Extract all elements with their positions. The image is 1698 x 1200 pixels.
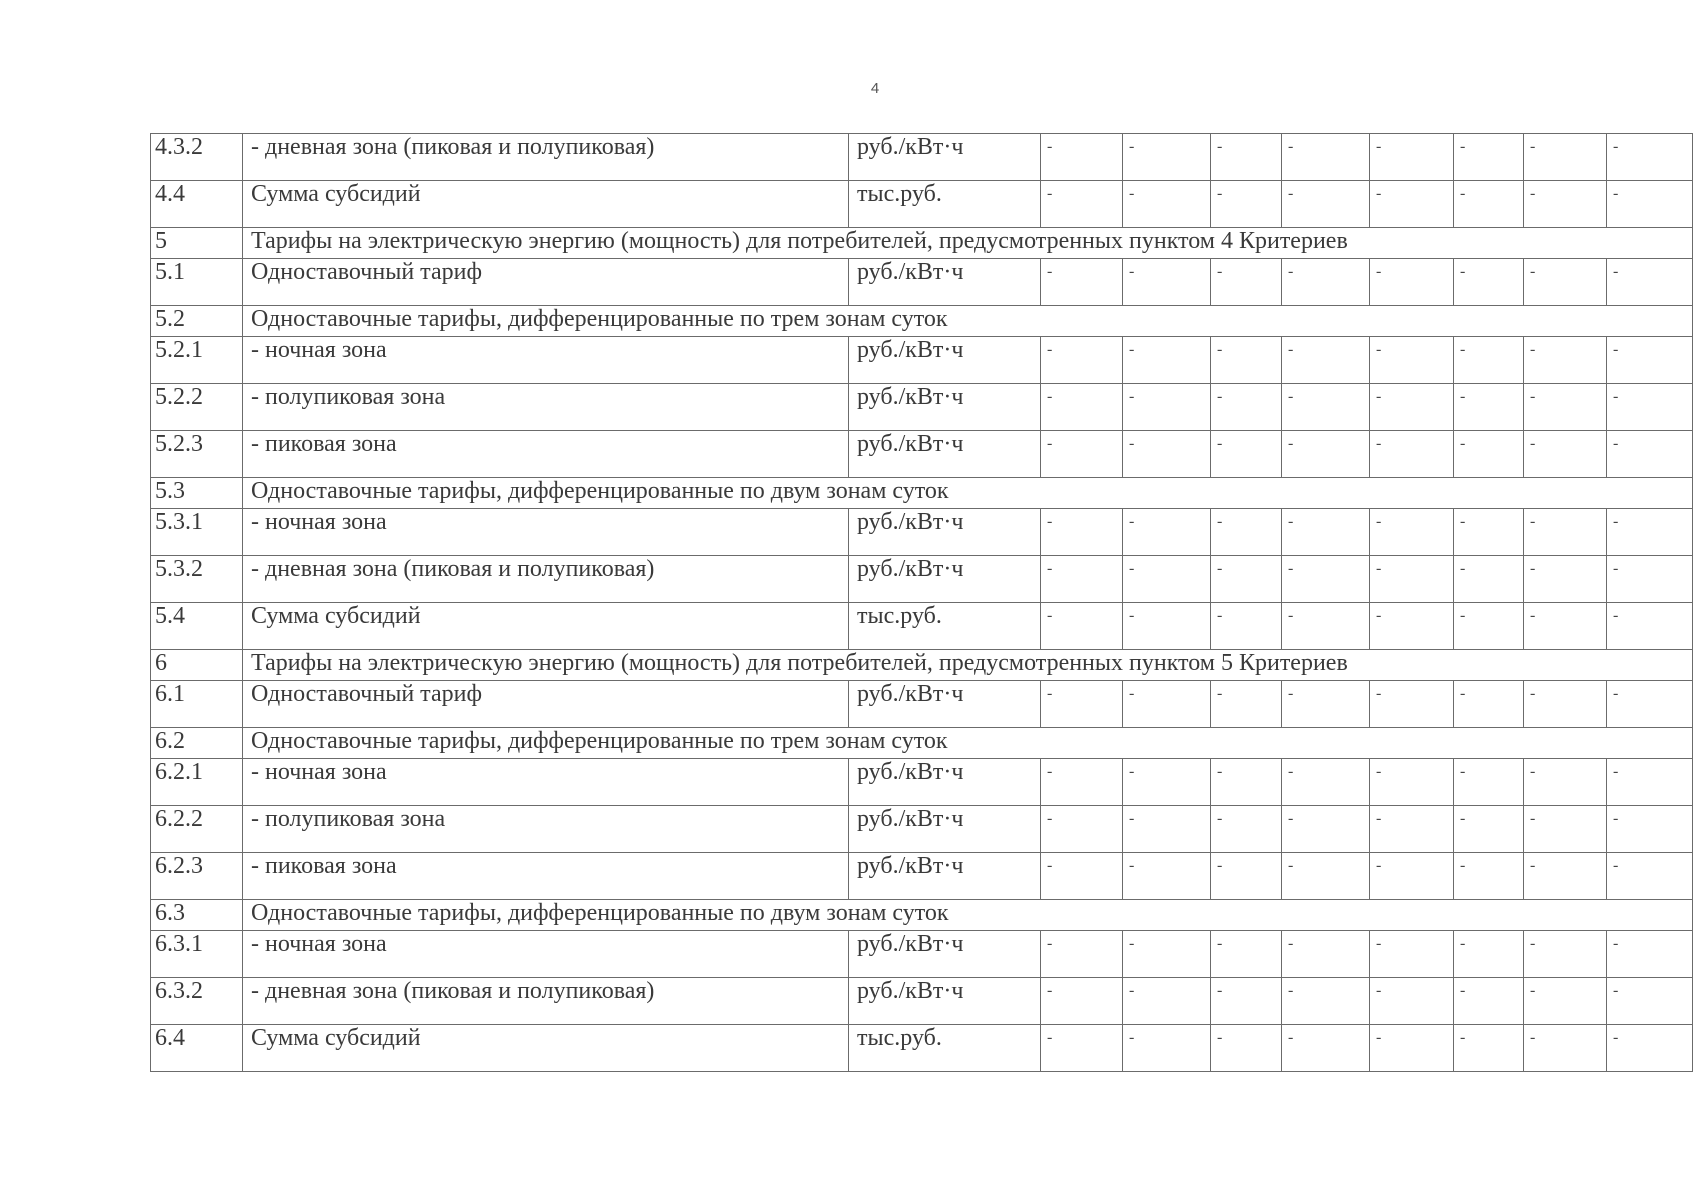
row-number: 5.3.2 [151,556,243,603]
value-cell: - [1454,384,1524,431]
value-cell: - [1282,759,1370,806]
value-cell: - [1524,806,1607,853]
table-row [151,134,1693,181]
row-number: 6.3.1 [151,931,243,978]
value-cell: - [1607,681,1693,728]
value-cell: - [1370,1025,1454,1072]
row-name: - дневная зона (пиковая и полупиковая) [243,134,849,181]
value-cell: - [1282,431,1370,478]
value-cell: - [1370,681,1454,728]
value-cell: - [1370,853,1454,900]
section-title: Тарифы на электрическую энергию (мощность) для потребителей, предусмотренных пунктом 4 Критериев [243,228,1693,259]
row-unit: руб./кВт·ч [849,384,1041,431]
value-cell: - [1370,431,1454,478]
value-cell: - [1524,853,1607,900]
section-row [151,306,1693,337]
value-cell: - [1607,181,1693,228]
value-cell: - [1370,259,1454,306]
value-cell: - [1524,431,1607,478]
value-cell: - [1370,759,1454,806]
row-number: 6.3.2 [151,978,243,1025]
row-name: - ночная зона [243,337,849,384]
value-cell: - [1454,853,1524,900]
value-cell: - [1123,978,1211,1025]
table-row [151,431,1693,478]
value-cell: - [1370,603,1454,650]
row-number: 6.2.1 [151,759,243,806]
value-cell: - [1123,337,1211,384]
value-cell: - [1607,603,1693,650]
table-row [151,978,1693,1025]
tariff-table-body [151,134,1693,1072]
value-cell: - [1282,337,1370,384]
table-row [151,759,1693,806]
row-number: 5.2.3 [151,431,243,478]
row-name: - ночная зона [243,931,849,978]
row-number: 6.4 [151,1025,243,1072]
row-name: - дневная зона (пиковая и полупиковая) [243,978,849,1025]
row-number: 6.2.2 [151,806,243,853]
value-cell: - [1123,384,1211,431]
row-name: Одноставочный тариф [243,681,849,728]
value-cell: - [1524,681,1607,728]
row-number: 5.2.2 [151,384,243,431]
value-cell: - [1607,556,1693,603]
value-cell: - [1211,509,1282,556]
row-name: - полупиковая зона [243,384,849,431]
value-cell: - [1211,337,1282,384]
section-row [151,478,1693,509]
value-cell: - [1524,181,1607,228]
value-cell: - [1607,384,1693,431]
value-cell: - [1041,384,1123,431]
value-cell: - [1370,134,1454,181]
row-name: - ночная зона [243,509,849,556]
section-row [151,228,1693,259]
table-row [151,1025,1693,1072]
value-cell: - [1282,603,1370,650]
value-cell: - [1454,806,1524,853]
value-cell: - [1607,853,1693,900]
row-unit: тыс.руб. [849,181,1041,228]
value-cell: - [1211,978,1282,1025]
value-cell: - [1607,259,1693,306]
value-cell: - [1041,259,1123,306]
value-cell: - [1041,1025,1123,1072]
row-number: 5.2 [151,306,243,337]
value-cell: - [1370,806,1454,853]
value-cell: - [1211,1025,1282,1072]
value-cell: - [1041,853,1123,900]
row-name: Сумма субсидий [243,1025,849,1072]
value-cell: - [1123,259,1211,306]
value-cell: - [1211,384,1282,431]
table-row [151,931,1693,978]
row-number: 5.3 [151,478,243,509]
table-row [151,603,1693,650]
value-cell: - [1211,931,1282,978]
value-cell: - [1524,337,1607,384]
value-cell: - [1211,431,1282,478]
value-cell: - [1041,181,1123,228]
row-name: - ночная зона [243,759,849,806]
value-cell: - [1123,806,1211,853]
value-cell: - [1211,134,1282,181]
value-cell: - [1123,853,1211,900]
row-unit: руб./кВт·ч [849,978,1041,1025]
row-name: - полупиковая зона [243,806,849,853]
row-name: - пиковая зона [243,431,849,478]
value-cell: - [1041,931,1123,978]
value-cell: - [1524,603,1607,650]
value-cell: - [1282,259,1370,306]
value-cell: - [1041,681,1123,728]
row-number: 5.2.1 [151,337,243,384]
value-cell: - [1041,978,1123,1025]
value-cell: - [1454,681,1524,728]
value-cell: - [1123,181,1211,228]
table-row [151,853,1693,900]
value-cell: - [1370,384,1454,431]
value-cell: - [1370,181,1454,228]
value-cell: - [1041,431,1123,478]
value-cell: - [1370,337,1454,384]
row-name: Одноставочный тариф [243,259,849,306]
value-cell: - [1211,556,1282,603]
row-number: 6.1 [151,681,243,728]
table-row [151,681,1693,728]
row-unit: руб./кВт·ч [849,853,1041,900]
table-row [151,181,1693,228]
value-cell: - [1370,509,1454,556]
section-row [151,900,1693,931]
value-cell: - [1607,134,1693,181]
value-cell: - [1282,181,1370,228]
value-cell: - [1370,556,1454,603]
value-cell: - [1454,931,1524,978]
value-cell: - [1524,759,1607,806]
value-cell: - [1454,337,1524,384]
value-cell: - [1524,384,1607,431]
value-cell: - [1607,509,1693,556]
value-cell: - [1041,806,1123,853]
value-cell: - [1370,931,1454,978]
table-row [151,259,1693,306]
row-name: - пиковая зона [243,853,849,900]
value-cell: - [1607,1025,1693,1072]
value-cell: - [1454,759,1524,806]
row-unit: руб./кВт·ч [849,509,1041,556]
value-cell: - [1454,259,1524,306]
page-number: 4 [870,80,880,97]
value-cell: - [1370,978,1454,1025]
value-cell: - [1454,509,1524,556]
tariff-table [150,133,1693,1072]
section-row [151,728,1693,759]
value-cell: - [1211,681,1282,728]
value-cell: - [1607,759,1693,806]
value-cell: - [1041,134,1123,181]
value-cell: - [1282,384,1370,431]
value-cell: - [1211,259,1282,306]
value-cell: - [1123,931,1211,978]
value-cell: - [1282,509,1370,556]
value-cell: - [1123,681,1211,728]
value-cell: - [1041,759,1123,806]
value-cell: - [1282,931,1370,978]
row-name: - дневная зона (пиковая и полупиковая) [243,556,849,603]
value-cell: - [1282,1025,1370,1072]
value-cell: - [1211,853,1282,900]
value-cell: - [1123,556,1211,603]
table-row [151,384,1693,431]
row-number: 6.3 [151,900,243,931]
row-unit: руб./кВт·ч [849,556,1041,603]
row-number: 5.3.1 [151,509,243,556]
row-name: Сумма субсидий [243,181,849,228]
value-cell: - [1454,978,1524,1025]
value-cell: - [1123,1025,1211,1072]
row-unit: руб./кВт·ч [849,931,1041,978]
value-cell: - [1607,337,1693,384]
value-cell: - [1607,806,1693,853]
value-cell: - [1524,134,1607,181]
value-cell: - [1282,681,1370,728]
row-number: 4.3.2 [151,134,243,181]
row-name: Сумма субсидий [243,603,849,650]
value-cell: - [1123,759,1211,806]
row-number: 6 [151,650,243,681]
row-unit: тыс.руб. [849,603,1041,650]
section-title: Одноставочные тарифы, дифференцированные по двум зонам суток [243,478,1693,509]
row-unit: руб./кВт·ч [849,259,1041,306]
value-cell: - [1524,556,1607,603]
value-cell: - [1282,853,1370,900]
row-unit: руб./кВт·ч [849,759,1041,806]
value-cell: - [1282,134,1370,181]
value-cell: - [1524,259,1607,306]
row-unit: руб./кВт·ч [849,134,1041,181]
value-cell: - [1123,134,1211,181]
row-unit: руб./кВт·ч [849,806,1041,853]
value-cell: - [1282,806,1370,853]
row-number: 5.4 [151,603,243,650]
value-cell: - [1211,181,1282,228]
row-number: 4.4 [151,181,243,228]
value-cell: - [1211,603,1282,650]
table-row [151,337,1693,384]
value-cell: - [1454,431,1524,478]
row-unit: руб./кВт·ч [849,431,1041,478]
section-title: Тарифы на электрическую энергию (мощность) для потребителей, предусмотренных пунктом 5 Критериев [243,650,1693,681]
table-row [151,509,1693,556]
value-cell: - [1454,603,1524,650]
value-cell: - [1041,556,1123,603]
value-cell: - [1454,181,1524,228]
row-number: 5.1 [151,259,243,306]
value-cell: - [1607,978,1693,1025]
value-cell: - [1123,603,1211,650]
value-cell: - [1454,556,1524,603]
value-cell: - [1607,431,1693,478]
value-cell: - [1123,431,1211,478]
value-cell: - [1282,556,1370,603]
row-unit: руб./кВт·ч [849,681,1041,728]
table-row [151,806,1693,853]
section-row [151,650,1693,681]
section-title: Одноставочные тарифы, дифференцированные по трем зонам суток [243,728,1693,759]
value-cell: - [1211,759,1282,806]
row-number: 5 [151,228,243,259]
value-cell: - [1454,1025,1524,1072]
value-cell: - [1607,931,1693,978]
row-number: 6.2 [151,728,243,759]
section-title: Одноставочные тарифы, дифференцированные по двум зонам суток [243,900,1693,931]
value-cell: - [1123,509,1211,556]
section-title: Одноставочные тарифы, дифференцированные по трем зонам суток [243,306,1693,337]
value-cell: - [1041,509,1123,556]
value-cell: - [1524,978,1607,1025]
value-cell: - [1041,337,1123,384]
value-cell: - [1524,931,1607,978]
row-unit: руб./кВт·ч [849,337,1041,384]
value-cell: - [1524,509,1607,556]
row-unit: тыс.руб. [849,1025,1041,1072]
table-row [151,556,1693,603]
row-number: 6.2.3 [151,853,243,900]
value-cell: - [1211,806,1282,853]
value-cell: - [1041,603,1123,650]
value-cell: - [1282,978,1370,1025]
value-cell: - [1454,134,1524,181]
value-cell: - [1524,1025,1607,1072]
